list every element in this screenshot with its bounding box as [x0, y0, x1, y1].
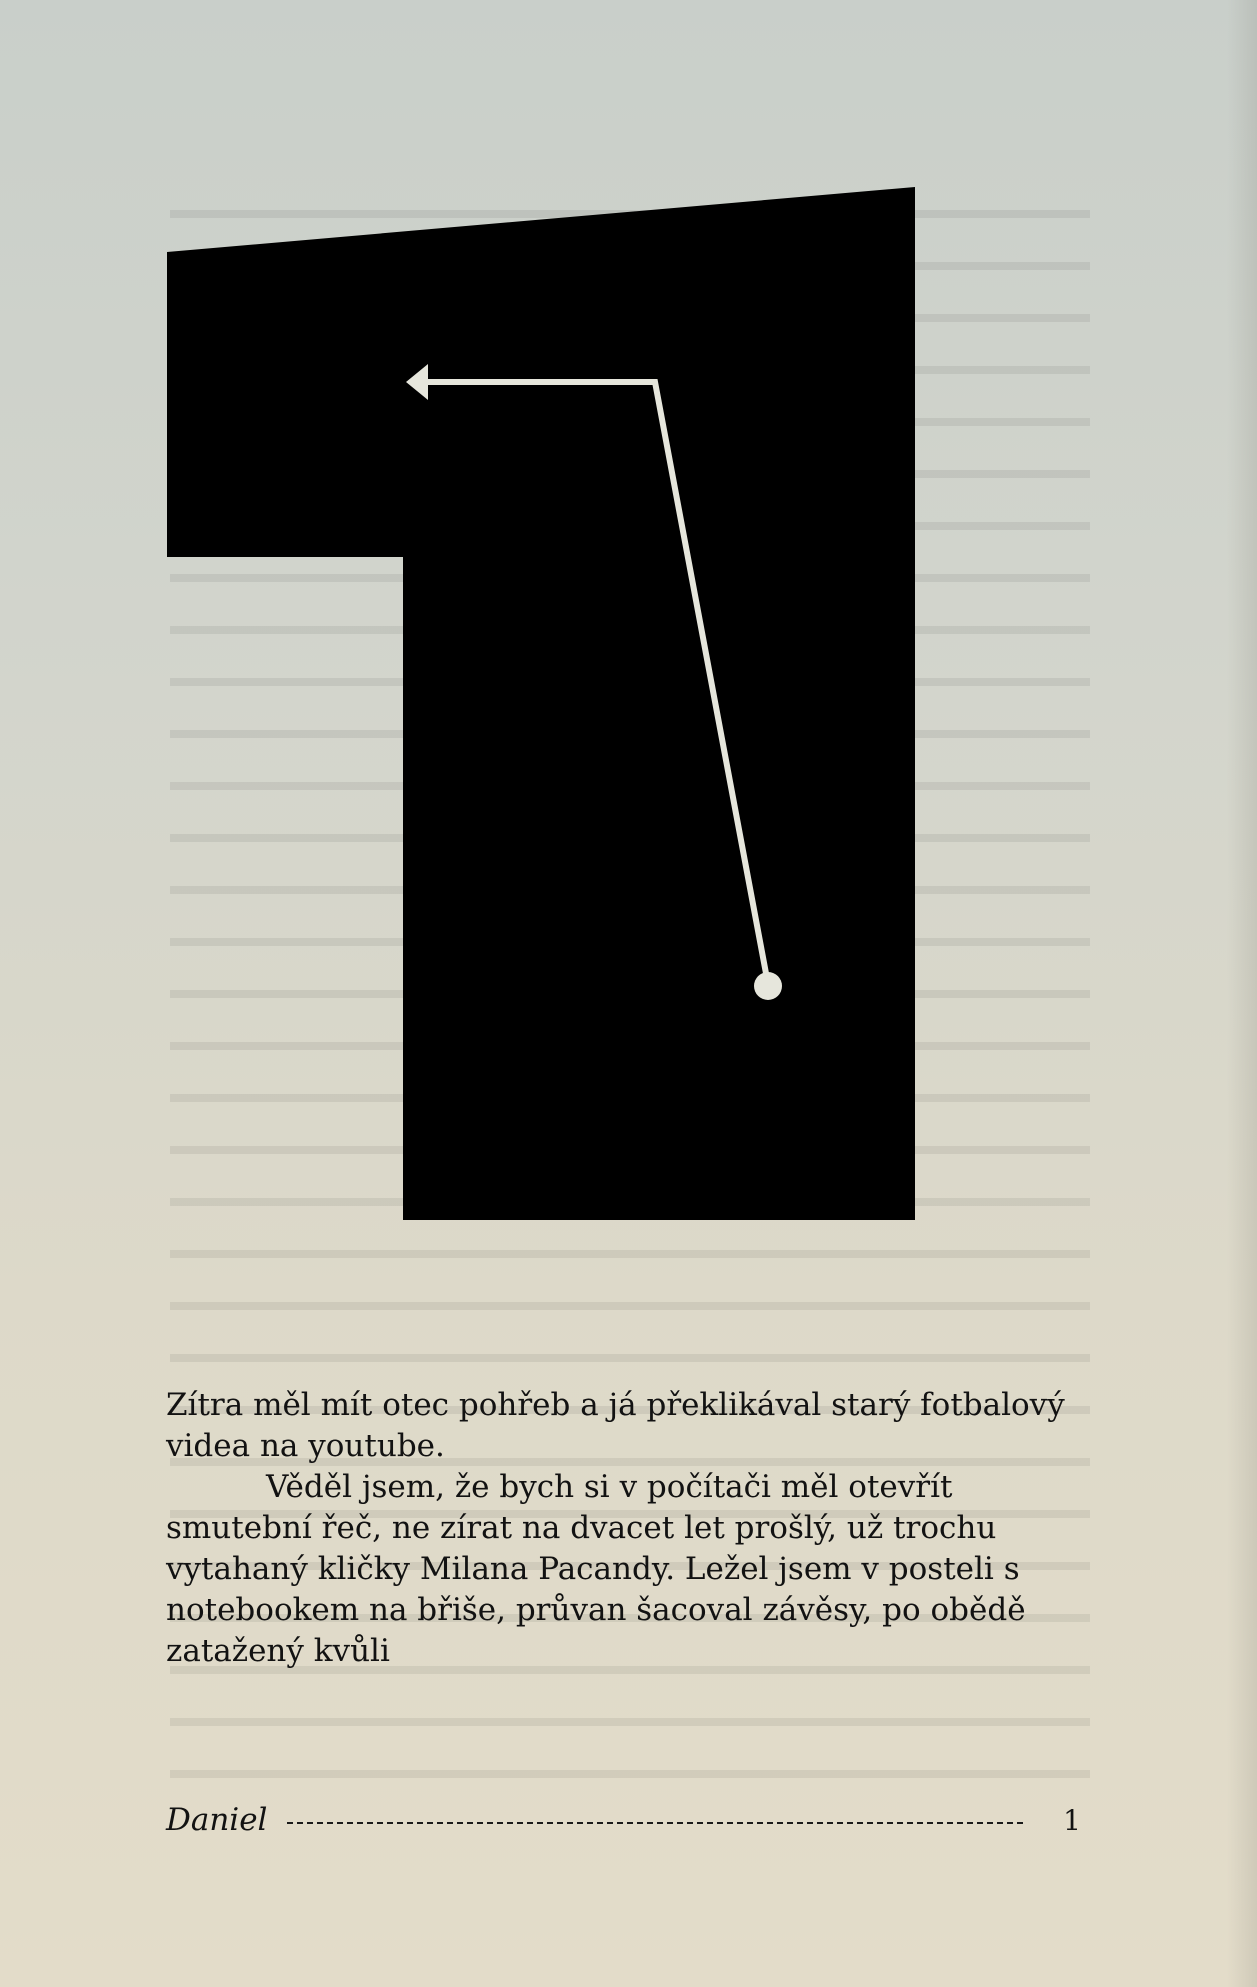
footer-chapter-name: Daniel: [166, 1802, 268, 1838]
page-number: 1: [1063, 1803, 1081, 1837]
paragraph: Zítra měl mít otec pohřeb a já překlikával starý fotbalový videa na youtube.: [166, 1387, 1065, 1464]
numeral-one-shape: [167, 187, 915, 1220]
page-footer: [166, 1795, 1081, 1845]
paragraph: Věděl jsem, že bych si v počítači měl otevřít smutební řeč, ne zírat na dvacet let prošlý, už trochu vytahaný kličky Milana Pacandy. Ležel jsem v posteli s notebookem na břiše, průvan šacoval závěsy, po obědě zatažený kvůli: [166, 1469, 1026, 1669]
footer-dashed-rule: [287, 1822, 1023, 1824]
body-text: [166, 1385, 1071, 1672]
numeral-arrow-dot: [754, 972, 782, 1000]
